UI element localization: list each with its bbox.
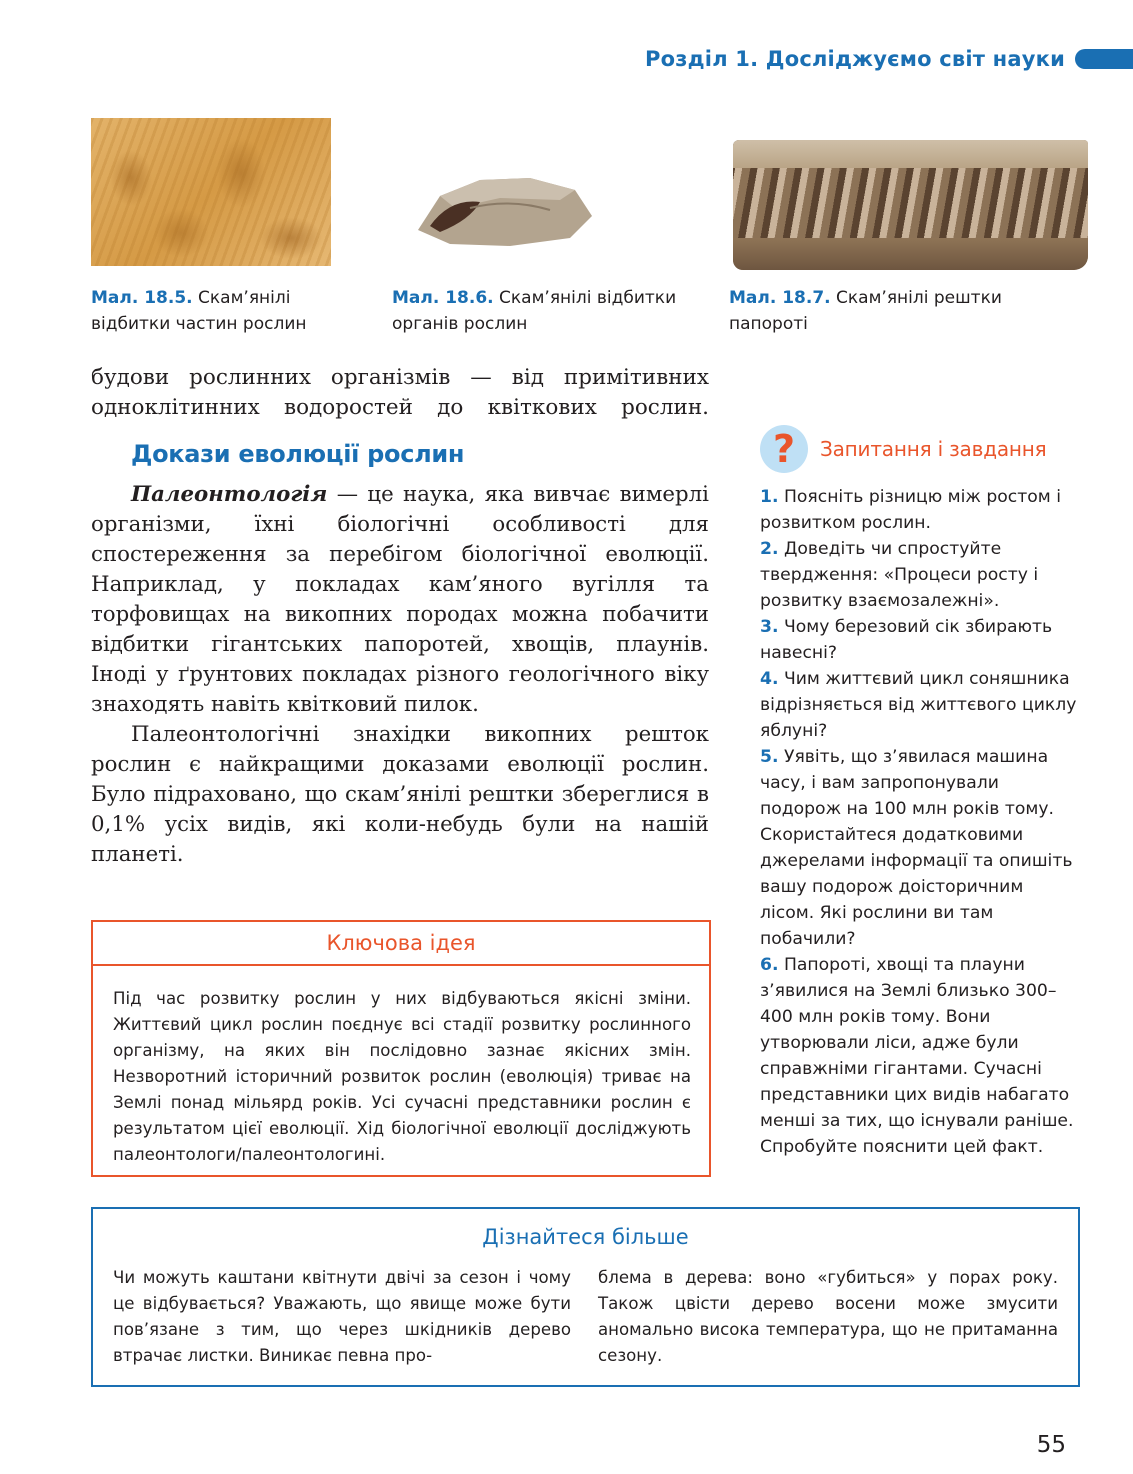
learn-more-box — [91, 1207, 1080, 1387]
learn-more-title: Дізнайтеся більше — [482, 1225, 689, 1249]
figure-caption-18-7: Мал. 18.7. Скам’янілі рештки папороті — [729, 288, 1002, 334]
question-item: 6. Папороті, хвощі та плауни з’явилися на Землі близько 300–400 млн років тому. Вони утворювали ліси, адже були справжніми гігантами. Сучасні представники цих видів набагато менші за тих, що існували раніше. Спробуйте пояснити цей факт. — [760, 955, 1074, 1157]
term-paleontology: Палеонтологія — [131, 482, 328, 507]
key-idea-title: Ключова ідея — [93, 922, 709, 966]
intro-paragraph: будови рослинних організмів — від примітивних одноклітинних водоростей до квіткових рослин. — [91, 365, 709, 420]
paleontology-paragraph: Палеонтологія — це наука, яка вивчає вимерлі організми, їхні біологічні особливості для спостереження за перебігом біологічної еволюції. Наприклад, у покладах кам’яного вугілля та торфовищах на викопних породах можна побачити відбитки гігантських папоротей, хвощів, плаунів. Іноді у ґрунтових покладах різного геологічного віку знаходять навіть квітковий пилок. — [91, 482, 709, 717]
questions-panel — [760, 424, 1080, 1160]
chapter-tab-marker — [1075, 49, 1133, 69]
page-number: 55 — [1036, 1432, 1066, 1458]
question-mark-icon: ? — [760, 425, 808, 473]
figure-fern-fossil-photo — [733, 140, 1088, 270]
learn-more-column-left: Чи можуть каштани квітнути двічі за сезон і чому це відбувається? Уважають, що явище може бути пов’язане з тим, що через шкідників дерево втрачає листки. Виникає певна про- — [113, 1268, 571, 1365]
key-idea-text: Під час розвитку рослин у них відбуваються якісні зміни. Життєвий цикл рослин поєднує всі стадії розвитку рослинного організму, на яких він послідовно зазнає якісних змін. Незворотний історичний розвиток рослин (еволюція) триває на Землі понад мільярд років. Усі сучасні представники рослин є результатом цієї еволюції. Хід біологічної еволюції досліджують палеонтологи/палеонтологині. — [113, 989, 691, 1164]
question-item: 1. Поясніть різницю між ростом і розвитком рослин. — [760, 487, 1061, 533]
question-item: 5. Уявіть, що з’явилася машина часу, і вам запропонували подорож на 100 млн років тому. Скористайтеся додатковими джерелами інформації та опишіть вашу подорож доісторичним лісом. Які рослини ви там побачили? — [760, 747, 1073, 949]
question-item: 2. Доведіть чи спростуйте твердження: «Процеси росту і розвитку взаємозалежні». — [760, 539, 1039, 611]
question-item: 3. Чому березовий сік збирають навесні? — [760, 617, 1053, 663]
figure-fossil-stone-photo — [410, 168, 595, 248]
key-idea-box — [91, 920, 711, 1177]
chapter-title: Розділ 1. Досліджуємо світ науки — [645, 47, 1065, 71]
question-item: 4. Чим життєвий цикл соняшника відрізняється від життєвого циклу яблуні? — [760, 669, 1077, 741]
figure-plant-imprints-photo — [91, 118, 331, 266]
learn-more-column-right: блема в дерева: воно «губиться» у порах року. Також цвісти дерево восени може змусити аномально висока температура, що не притаманна сезону. — [598, 1268, 1058, 1365]
chapter-header — [645, 44, 1133, 74]
questions-title: Запитання і завдання — [820, 437, 1047, 461]
figure-caption-18-6: Мал. 18.6. Скам’янілі відбитки органів рослин — [392, 288, 677, 334]
questions-list — [760, 484, 1080, 1160]
findings-paragraph: Палеонтологічні знахідки викопних решток рослин є найкращими доказами еволюції рослин. Було підраховано, що скам’янілі рештки збереглися в 0,1% усіх видів, які коли-небудь були на нашій планеті. — [91, 722, 709, 867]
section-heading: Докази еволюції рослин — [131, 440, 465, 468]
figure-caption-18-5: Мал. 18.5. Скам’янілі відбитки частин рослин — [91, 288, 307, 334]
